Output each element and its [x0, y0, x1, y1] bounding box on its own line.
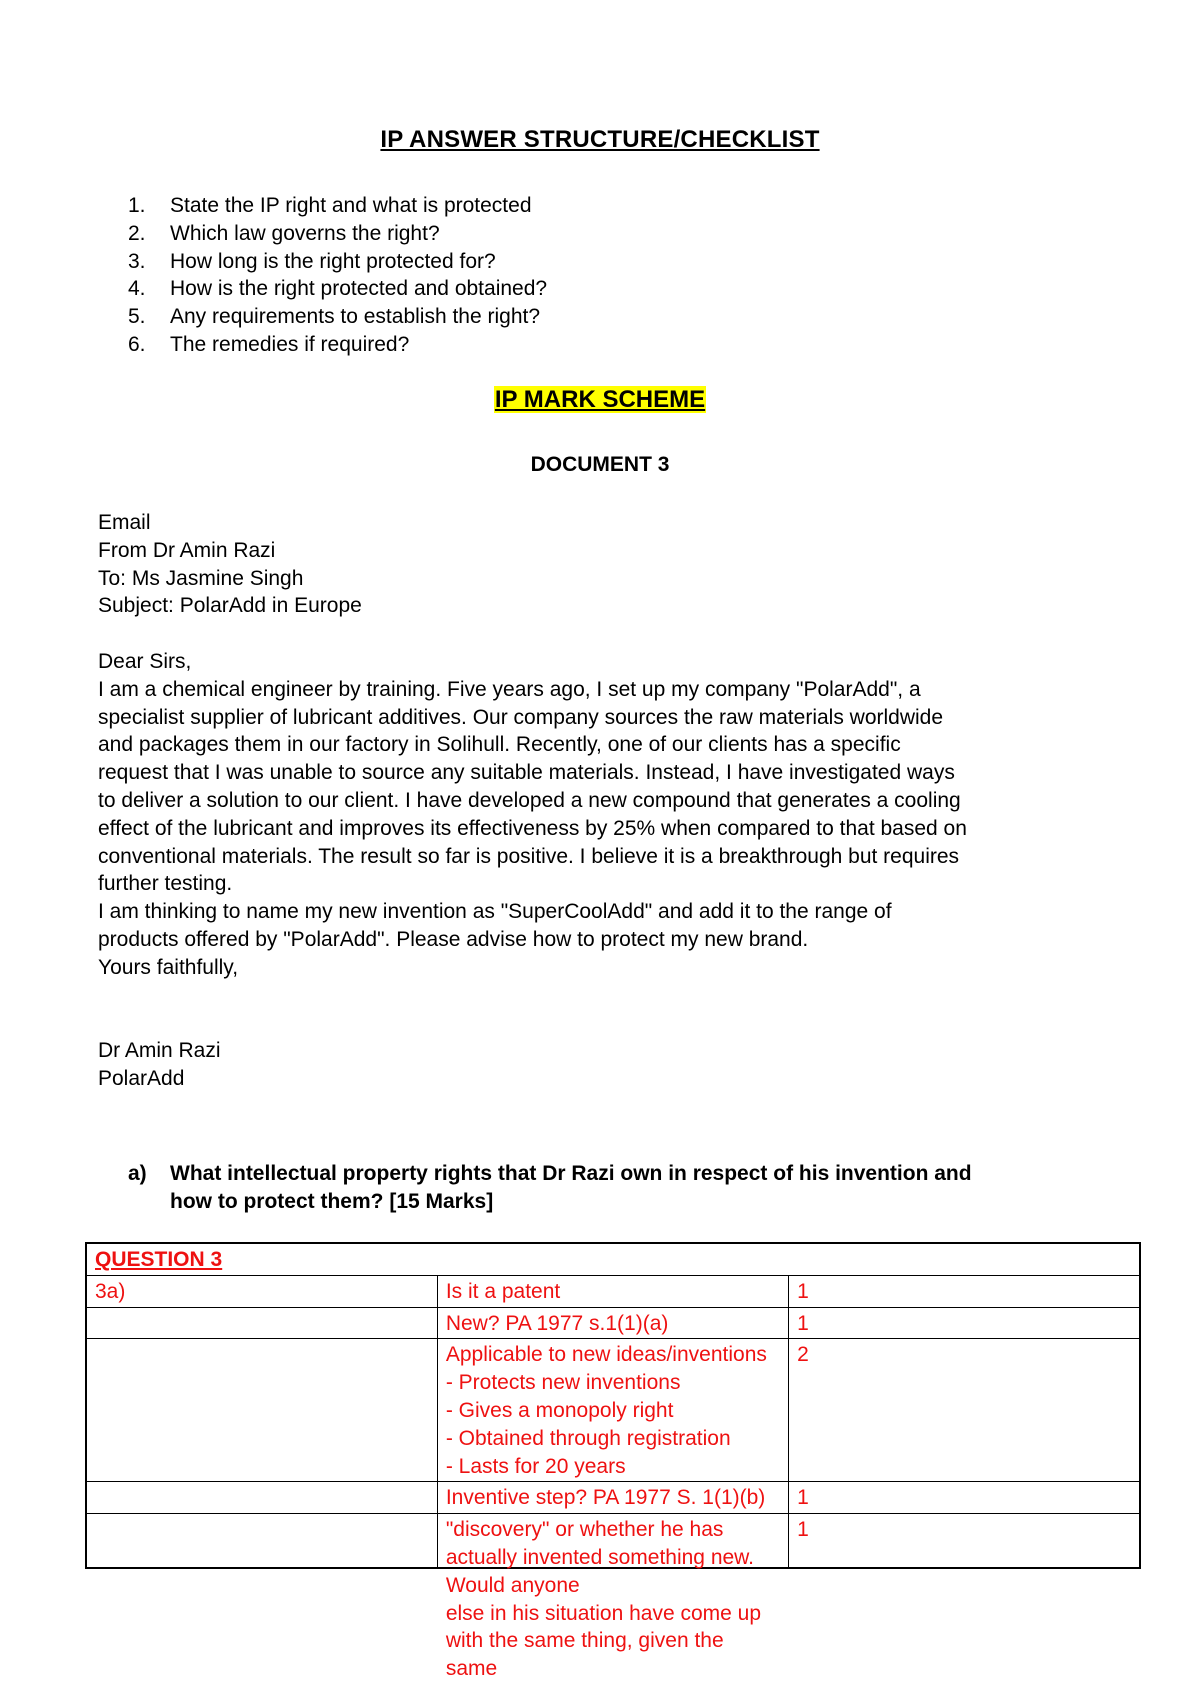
- table-row: [86, 1514, 1140, 1569]
- email-body-line: I am thinking to name my new invention as "SuperCoolAdd" and add it to the range of: [98, 900, 892, 924]
- email-block: [98, 509, 1118, 1093]
- email-body-line: further testing.: [98, 872, 233, 896]
- email-body-line: effect of the lubricant and improves its effectiveness by 25% when compared to that based on: [98, 816, 967, 840]
- row-label: 3a): [86, 1275, 437, 1307]
- row-criterion: Inventive step? PA 1977 S. 1(1)(b): [437, 1482, 788, 1514]
- email-body-line: I am a chemical engineer by training. Five years ago, I set up my company "PolarAdd", a: [98, 677, 921, 701]
- document-label: DOCUMENT 3: [530, 453, 670, 476]
- checklist: [128, 192, 547, 359]
- email-body-line: products offered by "PolarAdd". Please advise how to protect my new brand.: [98, 927, 809, 951]
- signature-company: PolarAdd: [98, 1066, 185, 1090]
- table-header-row: [86, 1243, 1140, 1275]
- email-type: Email: [98, 511, 151, 534]
- mark-scheme-highlight: IP MARK SCHEME: [494, 386, 706, 413]
- row-label: [86, 1307, 437, 1339]
- email-body-line: request that I was unable to source any suitable materials. Instead, I have investigated ways: [98, 761, 955, 785]
- criterion-line: "discovery" or whether he has actually invented something new. Would anyone: [445, 1518, 755, 1597]
- table-row: [86, 1339, 1140, 1482]
- row-label: [86, 1482, 437, 1514]
- email-body-line: Yours faithfully,: [98, 955, 239, 979]
- email-subject: Subject: PolarAdd in Europe: [98, 594, 362, 618]
- row-label: [86, 1339, 437, 1482]
- email-from: From Dr Amin Razi: [98, 538, 276, 562]
- row-mark: 2: [789, 1339, 1140, 1482]
- email-to: To: Ms Jasmine Singh: [98, 566, 304, 590]
- list-item: 6. The remedies if required?: [128, 332, 410, 356]
- table-row: [86, 1307, 1140, 1339]
- criterion-line: - Protects new inventions: [445, 1371, 681, 1395]
- email-body-line: specialist supplier of lubricant additives. Our company sources the raw materials worldwide: [98, 705, 944, 729]
- criterion-line: - Gives a monopoly right: [445, 1398, 674, 1422]
- question-a: [128, 1160, 1108, 1216]
- email-greeting: Dear Sirs,: [98, 649, 192, 673]
- list-item: 2. Which law governs the right?: [128, 221, 440, 245]
- question-text-line: how to protect them? [15 Marks]: [170, 1189, 494, 1213]
- row-mark: 1: [789, 1275, 1140, 1307]
- row-criterion: Is it a patent: [437, 1275, 788, 1307]
- question-label: a): [128, 1162, 147, 1185]
- email-body-line: to deliver a solution to our client. I have developed a new compound that generates a cooling: [98, 788, 961, 812]
- signature-name: Dr Amin Razi: [98, 1039, 221, 1063]
- question-heading: QUESTION 3: [95, 1248, 223, 1271]
- email-body-line: conventional materials. The result so far is positive. I believe it is a breakthrough but requires: [98, 844, 960, 868]
- table-row: [86, 1482, 1140, 1514]
- criterion-line: - Obtained through registration: [445, 1426, 731, 1450]
- row-criterion: [437, 1339, 788, 1482]
- row-mark: 1: [789, 1514, 1140, 1569]
- email-body-line: and packages them in our factory in Solihull. Recently, one of our clients has a specific: [98, 733, 901, 757]
- mark-scheme-table: [85, 1242, 1141, 1681]
- question-text-line: What intellectual property rights that Dr Razi own in respect of his invention and: [170, 1162, 972, 1185]
- list-item: 4. How is the right protected and obtained?: [128, 277, 548, 301]
- row-mark: 1: [789, 1307, 1140, 1339]
- row-mark: 1: [789, 1482, 1140, 1514]
- criterion-line: Applicable to new ideas/inventions: [445, 1343, 767, 1367]
- row-criterion: [437, 1514, 788, 1681]
- table-row: [86, 1275, 1140, 1307]
- list-item: 3. How long is the right protected for?: [128, 249, 496, 273]
- list-item: 5. Any requirements to establish the right?: [128, 305, 541, 329]
- row-criterion: New? PA 1977 s.1(1)(a): [437, 1307, 788, 1339]
- list-item: 1. State the IP right and what is protected: [128, 194, 532, 217]
- row-label: [86, 1514, 437, 1569]
- checklist-title: IP ANSWER STRUCTURE/CHECKLIST: [380, 126, 820, 153]
- mark-scheme-title: [0, 386, 1200, 414]
- criterion-line: else in his situation have come up with the same thing, given the same: [445, 1601, 762, 1681]
- criterion-line: - Lasts for 20 years: [445, 1454, 626, 1478]
